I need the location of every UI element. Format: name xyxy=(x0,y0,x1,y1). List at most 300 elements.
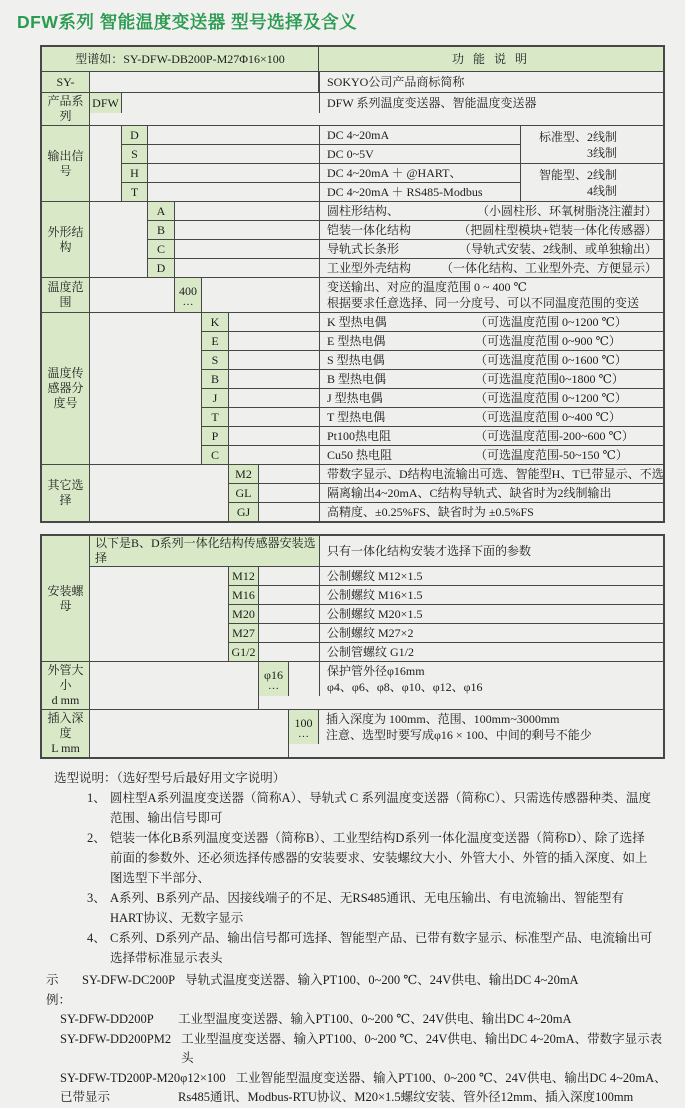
model-table-sections xyxy=(42,72,663,521)
code-value: M2 xyxy=(235,467,252,481)
stair-gap xyxy=(90,72,319,92)
desc-paren: （可选温度范围0~1800 ℃） xyxy=(475,371,624,386)
rows-wrap xyxy=(90,566,663,661)
wire-type-note xyxy=(521,163,663,201)
row-gap xyxy=(229,351,319,369)
desc-main: 导轨式长条形 xyxy=(327,241,400,256)
row-gap xyxy=(229,313,319,331)
function-description-header: 功 能 说 明 xyxy=(451,51,530,66)
code-cell xyxy=(202,446,229,464)
selection-notes-heading: 选型说明：（选好型号后最好用文字说明） xyxy=(54,771,286,785)
code-cell xyxy=(202,408,229,426)
code-cell xyxy=(202,332,229,350)
desc-main: 工业型外壳结构 xyxy=(327,260,412,275)
table-row xyxy=(122,182,520,201)
code-cell xyxy=(289,710,319,744)
code-cell xyxy=(90,93,122,113)
section-label xyxy=(42,278,90,312)
table-row xyxy=(122,126,520,144)
desc-text: 公制螺纹 M16×1.5 xyxy=(327,587,423,602)
table-row xyxy=(122,163,520,182)
note-text: 圆柱型A系列温度变送器（简称A）、导轨式 C 系列温度变送器（简称C）、只需选传感器种类、温度范围、输出信号即可 xyxy=(110,791,651,825)
code-value: GL xyxy=(235,486,252,500)
table-row xyxy=(148,202,663,220)
note-text: C系列、D系列产品、输出信号都可选择、智能型产品、已带有数字显示、标准型产品、电流输出可选择带标准显示表头 xyxy=(110,931,653,965)
note-text: A系列、B系列产品、因接线端子的不足、无RS485通讯、无电压输出、有电流输出、智能型有HART协议、无数字显示 xyxy=(110,891,624,925)
example-description: 工业型温度变送器、输入PT100、0~200 ℃、24V供电、输出DC 4~20mA xyxy=(178,1012,572,1026)
section-label-text: 其它选择 xyxy=(47,478,84,507)
page-title: DFW系列 智能温度变送器 型号选择及含义 xyxy=(17,12,358,32)
note-number: 1、 xyxy=(87,791,106,805)
selection-note-item xyxy=(54,928,654,968)
code-ellipsis: … xyxy=(298,727,309,740)
section-label-subtext: L mm xyxy=(51,741,80,755)
row-gap xyxy=(259,465,319,483)
row-gap xyxy=(148,164,319,182)
code-value: φ16 xyxy=(264,667,283,682)
table-row xyxy=(202,426,663,445)
section-label xyxy=(42,662,90,709)
spec-section xyxy=(42,464,663,521)
desc-main: S 型热电偶 xyxy=(327,352,385,367)
rows-col xyxy=(229,567,663,661)
section-label-text: 输出信号 xyxy=(47,148,84,178)
example-model-code: SY-DFW-DC200P xyxy=(82,973,176,987)
row-gap xyxy=(175,202,319,220)
desc-main: Cu50 热电阻 xyxy=(327,447,393,462)
wire-type-notes xyxy=(520,126,663,201)
desc-cell xyxy=(319,370,663,388)
desc-text: 公制螺纹 M12×1.5 xyxy=(327,568,423,583)
desc-cell xyxy=(319,93,663,113)
examples-list xyxy=(46,971,671,1108)
note-number: 2、 xyxy=(87,831,106,845)
table-row xyxy=(202,331,663,350)
desc-text: DC 4~20mA ＋ RS485-Modbus xyxy=(327,184,483,199)
rows-wrap xyxy=(90,465,663,521)
code-cell xyxy=(148,221,175,239)
section-label xyxy=(42,202,90,277)
desc-cell xyxy=(319,503,663,521)
table-row xyxy=(90,93,663,113)
code-value: T xyxy=(211,410,219,424)
section-body xyxy=(90,710,663,757)
desc-paren: （可选温度范围 0~1200 ℃） xyxy=(475,390,627,405)
table-row xyxy=(202,313,663,331)
desc-main: 铠装一体化结构 xyxy=(327,222,412,237)
code-cell xyxy=(122,164,148,182)
wire-type-note xyxy=(521,126,663,163)
desc-cell xyxy=(319,605,663,623)
code-value: A xyxy=(156,204,166,218)
code-cell xyxy=(202,351,229,369)
code-cell xyxy=(148,202,175,220)
desc-text: DFW 系列温度变送器、智能温度变送器 xyxy=(327,95,537,110)
code-value: B xyxy=(210,372,219,386)
code-value: M27 xyxy=(232,626,255,640)
code-cell xyxy=(202,427,229,445)
desc-text: 高精度、±0.25%FS、缺省时为 ±0.5%FS xyxy=(327,504,534,519)
code-value: GJ xyxy=(236,505,251,519)
desc-text: 只有一体化结构安装才选择下面的参数 xyxy=(327,543,532,558)
code-cell xyxy=(122,145,148,163)
spec-section xyxy=(42,92,663,125)
desc-cell xyxy=(319,586,663,604)
desc-cell xyxy=(319,351,663,369)
rows-col xyxy=(229,465,663,521)
row-gap xyxy=(175,259,319,277)
desc-main: T 型热电偶 xyxy=(327,409,386,424)
desc-main: E 型热电偶 xyxy=(327,333,386,348)
rows-wrap xyxy=(90,710,663,757)
table-row xyxy=(229,483,663,502)
table-row xyxy=(148,258,663,277)
rows-wrap xyxy=(90,72,663,92)
section-label-text: 温度范围 xyxy=(47,280,84,309)
row-gap xyxy=(259,605,319,623)
code-value: 100 xyxy=(294,715,313,730)
examples-label: 示例： xyxy=(46,973,72,1007)
row-gap xyxy=(289,662,319,696)
mount-header-desc xyxy=(319,536,663,566)
code-cell xyxy=(229,624,259,642)
desc-paren: （导轨式安装、2线制、或单独输出） xyxy=(458,241,657,256)
model-table-header-row xyxy=(42,47,663,72)
desc-paren: （小圆柱形、环氧树脂浇注灌封） xyxy=(476,203,657,218)
rows-col xyxy=(175,278,663,312)
desc-line: 插入深度为 100mm、范围、100mm~3000mm xyxy=(326,712,560,726)
table-row xyxy=(229,585,663,604)
desc-line: 根据要求任意选择、同一分度号、可以不同温度范围的变送 xyxy=(327,296,640,310)
note-line: 3线制 xyxy=(586,145,617,160)
table-row xyxy=(319,72,663,92)
example-description: 工业智能型温度变送器、输入PT100、0~200 ℃、24V供电、输出DC 4~20mA、 xyxy=(235,1070,667,1085)
desc-text: 带数字显示、D结构电流输出可选、智能型H、T已带显示、不选 xyxy=(327,466,664,481)
table-row xyxy=(289,710,663,744)
section-label-subtext: d mm xyxy=(51,693,80,707)
desc-cell xyxy=(319,465,663,483)
section-label xyxy=(42,465,90,521)
spec-section xyxy=(42,72,663,92)
table-row xyxy=(202,369,663,388)
desc-cell xyxy=(319,624,663,642)
section-label-text: 产品系列 xyxy=(47,94,84,123)
stair-gap xyxy=(90,567,229,661)
example-model-code: 已带显示 xyxy=(60,1090,111,1104)
section-body xyxy=(90,313,663,464)
code-value: S xyxy=(211,353,219,367)
example-row xyxy=(46,971,671,1010)
desc-text: 公制管螺纹 G1/2 xyxy=(327,644,415,659)
code-cell xyxy=(229,605,259,623)
section-label-text: 安装螺母 xyxy=(47,583,84,613)
table-row xyxy=(148,239,663,258)
spec-section xyxy=(42,277,663,312)
desc-cell xyxy=(319,183,520,201)
desc-paren: （可选温度范围-200~600 ℃） xyxy=(475,428,634,443)
note-number: 4、 xyxy=(87,931,106,945)
model-selection-table xyxy=(40,45,665,523)
desc-cell xyxy=(319,484,663,502)
code-cell xyxy=(122,183,148,201)
section-label-text: 温度传感器分度号 xyxy=(47,366,84,410)
example-model-code: SY-DFW-DD200PM2 xyxy=(60,1031,172,1046)
row-gap xyxy=(148,183,319,201)
rows-wrap xyxy=(90,278,663,312)
code-cell xyxy=(202,370,229,388)
desc-cell xyxy=(319,278,663,312)
row-gap xyxy=(229,370,319,388)
desc-line: 注意、选型时要写成φ16 × 100、中间的剩号不能少 xyxy=(326,728,592,742)
section-label xyxy=(42,93,90,125)
desc-cell xyxy=(319,72,663,92)
row-gap xyxy=(122,93,319,113)
rows-col xyxy=(259,662,663,709)
desc-cell xyxy=(319,643,663,661)
desc-main: 圆柱形结构、 xyxy=(327,203,400,218)
section-label xyxy=(42,313,90,464)
row-gap xyxy=(229,389,319,407)
selection-notes-list xyxy=(54,788,654,968)
section-label xyxy=(42,710,90,757)
stair-gap xyxy=(90,710,289,757)
table-row xyxy=(229,502,663,521)
desc-paren: （可选温度范围 0~400 ℃） xyxy=(475,409,621,424)
code-value: C xyxy=(156,242,165,256)
spec-section xyxy=(42,709,663,757)
row-gap xyxy=(229,427,319,445)
code-value: P xyxy=(211,429,219,443)
section-label-text: SY- xyxy=(56,74,75,89)
row-gap xyxy=(259,643,319,661)
desc-cell xyxy=(319,164,520,182)
row-gap xyxy=(148,145,319,163)
desc-text: 公制螺纹 M27×2 xyxy=(327,625,414,640)
desc-paren: （可选温度范围 0~900 ℃） xyxy=(475,333,621,348)
code-value: M12 xyxy=(232,569,255,583)
row-gap xyxy=(148,126,319,144)
desc-cell xyxy=(319,408,663,426)
mount-header-left: 以下是B、D系列一体化结构传感器安装选择 xyxy=(90,536,319,566)
table-row xyxy=(229,604,663,623)
desc-main: K 型热电偶 xyxy=(327,314,387,329)
desc-cell xyxy=(319,126,520,144)
row-gap xyxy=(259,624,319,642)
code-value: DFW xyxy=(92,96,119,110)
desc-main: Pt100热电阻 xyxy=(327,428,392,443)
example-description: 工业型温度变送器、输入PT100、0~200 ℃、24V供电、输出DC 4~20mA、带数字显示表头 xyxy=(181,1031,663,1065)
code-cell xyxy=(148,240,175,258)
desc-cell xyxy=(319,259,663,277)
stair-gap xyxy=(90,202,148,277)
section-label-text: 外形结构 xyxy=(47,224,84,254)
stair-gap xyxy=(90,465,229,521)
row-gap xyxy=(229,446,319,464)
spec-section xyxy=(42,312,663,464)
section-label xyxy=(42,126,90,201)
spec-section xyxy=(42,201,663,277)
desc-cell xyxy=(319,446,663,464)
rows-wrap xyxy=(90,202,663,277)
code-ellipsis: … xyxy=(182,295,194,308)
section-body xyxy=(90,72,663,92)
desc-text: 隔离输出4~20mA、C结构导轨式、缺省时为2线制输出 xyxy=(327,485,612,500)
example-description: Rs485通讯、Modbus-RTU协议、M20×1.5螺纹安装、管外径12mm、插入深度100mm xyxy=(178,1090,634,1104)
code-cell xyxy=(122,126,148,144)
note-number: 3、 xyxy=(87,891,106,905)
code-cell xyxy=(229,567,259,585)
section-label-text: 外管大小 xyxy=(47,663,84,692)
code-value: M20 xyxy=(232,607,255,621)
section-label xyxy=(42,72,90,92)
code-cell xyxy=(229,503,259,521)
code-value: J xyxy=(212,391,218,405)
code-value: M16 xyxy=(232,588,255,602)
row-gap xyxy=(259,567,319,585)
mounting-table-sections xyxy=(42,536,663,757)
mounting-spec-table xyxy=(40,534,665,759)
code-value: E xyxy=(211,334,219,348)
desc-cell xyxy=(319,332,663,350)
rows-col xyxy=(148,202,663,277)
stair-gap xyxy=(90,313,202,464)
rows-col xyxy=(90,93,663,125)
desc-cell xyxy=(319,202,663,220)
example-row xyxy=(46,1069,671,1089)
desc-cell xyxy=(319,313,663,331)
code-value: C xyxy=(210,448,219,462)
rows-col xyxy=(319,72,663,92)
row-gap xyxy=(229,408,319,426)
code-value: G1/2 xyxy=(231,645,256,659)
table-row xyxy=(229,465,663,483)
code-value: D xyxy=(130,128,139,142)
desc-line: 保护管外径φ16mm xyxy=(327,664,425,678)
example-description: 导轨式温度变送器、输入PT100、0~200 ℃、24V供电、输出DC 4~20mA xyxy=(185,973,579,987)
example-row xyxy=(46,1030,671,1069)
code-cell xyxy=(229,586,259,604)
code-value: D xyxy=(156,261,166,275)
desc-paren: （把圆柱型模块+铠装一体化传感器） xyxy=(458,222,657,237)
desc-cell xyxy=(319,389,663,407)
rows-col xyxy=(289,710,663,757)
desc-text: SOKYO公司产品商标简称 xyxy=(327,74,465,89)
selection-note-item xyxy=(54,828,654,888)
spec-section xyxy=(42,536,663,661)
selection-notes xyxy=(54,768,654,968)
desc-paren: （一体化结构、工业型外壳、方便显示） xyxy=(440,260,657,275)
table-row xyxy=(122,144,520,163)
rows-col xyxy=(202,313,663,464)
desc-text: 公制螺纹 M20×1.5 xyxy=(327,606,423,621)
row-gap xyxy=(175,221,319,239)
code-cell xyxy=(202,389,229,407)
stair-gap xyxy=(90,126,122,201)
desc-cell xyxy=(319,662,663,696)
note-line: 4线制 xyxy=(586,183,617,198)
desc-line: 变送输出、对应的温度范围 0 ~ 400 ℃ xyxy=(327,280,527,294)
desc-cell xyxy=(319,427,663,445)
code-ellipsis: … xyxy=(268,679,279,692)
row-gap xyxy=(175,240,319,258)
example-row xyxy=(46,1088,671,1108)
desc-main: J 型热电偶 xyxy=(327,390,383,405)
rows-wrap xyxy=(90,93,663,125)
desc-paren: （可选温度范围 0~1200 ℃） xyxy=(475,314,627,329)
mount-header-row xyxy=(90,536,663,566)
code-cell xyxy=(148,259,175,277)
model-spectrum-header: 型谱如：SY-DFW-DB200P-M27Φ16×100 xyxy=(42,47,319,71)
example-row xyxy=(46,1010,671,1030)
desc-text: DC 4~20mA ＋ @HART、 xyxy=(327,165,462,180)
spec-section xyxy=(42,661,663,709)
stair-gap xyxy=(90,662,259,709)
code-cell xyxy=(229,484,259,502)
code-cell xyxy=(175,278,202,312)
section-label xyxy=(42,536,90,661)
rows-col xyxy=(122,126,520,201)
table-row xyxy=(175,278,663,312)
rows-wrap xyxy=(90,662,663,709)
section-body xyxy=(90,126,663,201)
desc-cell xyxy=(319,567,663,585)
section-label-text: 插入深度 xyxy=(47,711,84,740)
table-row xyxy=(202,407,663,426)
desc-main: B 型热电偶 xyxy=(327,371,387,386)
note-line: 标准型、2线制 xyxy=(538,129,617,144)
row-gap xyxy=(229,332,319,350)
desc-paren: （可选温度范围-50~150 ℃） xyxy=(475,447,628,462)
code-value: S xyxy=(131,147,138,161)
rows-wrap xyxy=(90,313,663,464)
code-value: B xyxy=(156,223,165,237)
table-row xyxy=(229,623,663,642)
selection-note-item xyxy=(54,788,654,828)
code-cell xyxy=(259,662,289,696)
code-value: 400 xyxy=(179,283,197,298)
code-cell xyxy=(202,313,229,331)
desc-text: DC 0~5V xyxy=(327,146,374,161)
section-body xyxy=(90,662,663,709)
section-body xyxy=(90,278,663,312)
example-model-code: SY-DFW-TD200P-M20φ12×100 xyxy=(60,1070,226,1085)
desc-cell xyxy=(319,710,663,744)
row-gap xyxy=(259,503,319,521)
code-value: T xyxy=(130,185,139,199)
note-text: 铠装一体化B系列温度变送器（简称B）、工业型结构D系列一体化温度变送器（简称D）、除了选择前面的参数外、还必须选择传感器的安装要求、安装螺纹大小、外管大小、外管的插入深度、如上图选型下半部分、 xyxy=(110,831,648,885)
code-cell xyxy=(229,465,259,483)
row-gap xyxy=(259,586,319,604)
desc-cell xyxy=(319,240,663,258)
table-row xyxy=(202,388,663,407)
rows-wrap xyxy=(90,126,663,201)
table-row xyxy=(202,350,663,369)
table-row xyxy=(229,567,663,585)
section-body xyxy=(90,202,663,277)
selection-note-item xyxy=(54,888,654,928)
desc-paren: （可选温度范围 0~1600 ℃） xyxy=(475,352,627,367)
code-value: K xyxy=(210,315,220,329)
code-value: H xyxy=(130,166,139,180)
desc-text: DC 4~20mA xyxy=(327,127,390,142)
stair-gap xyxy=(90,278,175,312)
row-gap xyxy=(202,278,319,312)
section-body xyxy=(90,93,663,125)
spec-section xyxy=(42,125,663,201)
table-row xyxy=(259,662,663,696)
examples-section xyxy=(46,971,671,1108)
desc-cell xyxy=(319,145,520,163)
